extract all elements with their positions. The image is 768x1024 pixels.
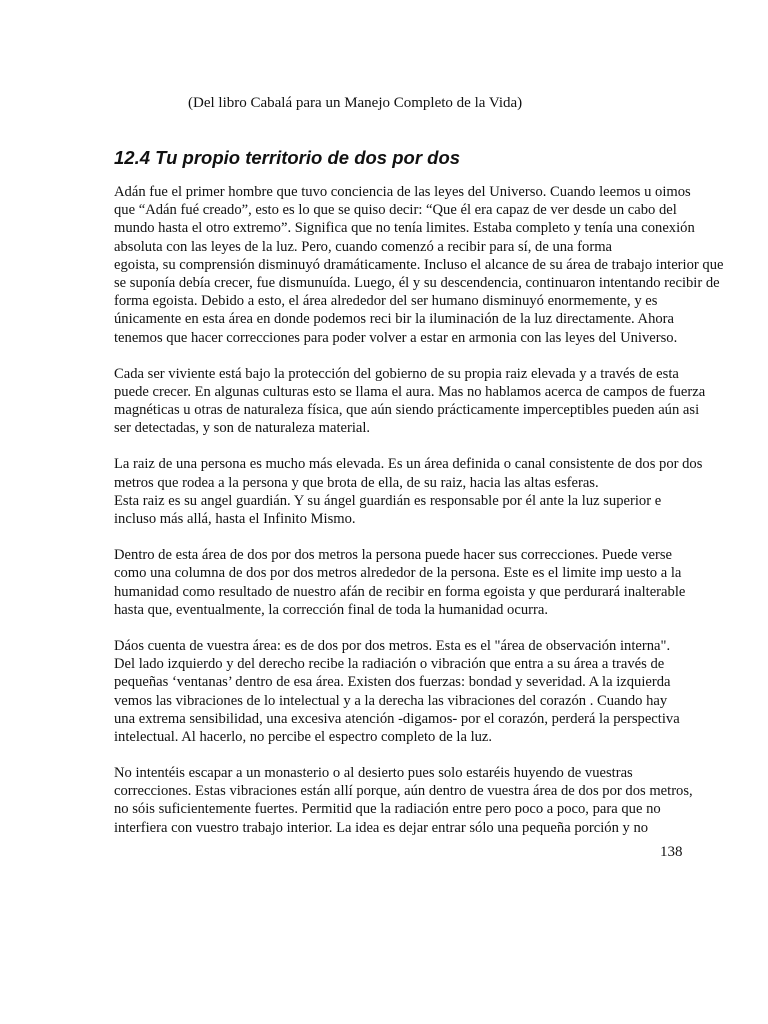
paragraph xyxy=(114,546,714,619)
text-line: interfiera con vuestro trabajo interior. La idea es dejar entrar sólo una pequeña porción y no xyxy=(114,819,649,836)
text-line: se suponía debía crecer, fue dismunuída. Luego, él y su descendencia, continuaron intentando recibir de xyxy=(114,274,720,291)
text-line: puede crecer. En algunas culturas esto se llama el aura. Mas no hablamos acerca de campos de fuerza xyxy=(114,383,706,400)
text-line: únicamente en esta área en donde podemos reci bir la iluminación de la luz directamente. Ahora xyxy=(114,311,675,328)
text-line: hasta que, eventualmente, la corrección final de toda la humanidad ocurra. xyxy=(114,601,548,618)
paragraph xyxy=(114,455,714,528)
text-line: humanidad como resultado de nuestro afán de recibir en forma egoista y que perdurará inalterable xyxy=(114,583,686,600)
text-line: absoluta con las leyes de la luz. Pero, cuando comenzó a recibir para sí, de una forma xyxy=(114,238,613,255)
text-line: una extrema sensibilidad, una excesiva atención -digamos- por el corazón, perderá la perspectiva xyxy=(114,710,680,727)
text-line: metros que rodea a la persona y que brota de ella, de su raiz, hacia las altas esferas. xyxy=(114,474,599,491)
text-line: ser detectadas, y son de naturaleza material. xyxy=(114,420,371,437)
text-line: intelectual. Al hacerlo, no percibe el espectro completo de la luz. xyxy=(114,728,493,745)
text-line: No intentéis escapar a un monasterio o al desierto pues solo estaréis huyendo de vuestras xyxy=(114,765,633,782)
text-line: magnéticas u otras de naturaleza física, que aún siendo prácticamente imperceptibles pueden aún asi xyxy=(114,402,700,419)
text-line: Cada ser viviente está bajo la protección del gobierno de su propia raiz elevada y a través de esta xyxy=(114,365,679,382)
text-line: Adán fue el primer hombre que tuvo conciencia de las leyes del Universo. Cuando leemos u oimos xyxy=(114,184,691,200)
page-number: 138 xyxy=(660,844,683,860)
text-line: que “Adán fué creado”, esto es lo que se quiso decir: “Que él era capaz de ver desde un cabo del xyxy=(114,202,677,219)
paragraph xyxy=(114,183,724,347)
text-line: correcciones. Estas vibraciones están allí porque, aún dentro de vuestra área de dos por dos metros, xyxy=(114,783,693,800)
paragraph xyxy=(114,764,714,837)
body-text xyxy=(114,183,724,855)
text-line: vemos las vibraciones de lo intelectual y a la derecha las vibraciones del corazón . Cuando hay xyxy=(114,692,668,709)
text-line: mundo hasta el otro extremo”. Significa que no tenía limites. Estaba completo y tenía una conexión xyxy=(114,220,695,237)
text-line: incluso más allá, hasta el Infinito Mismo. xyxy=(114,511,356,527)
text-line: Dentro de esta área de dos por dos metros la persona puede hacer sus correcciones. Puede verse xyxy=(114,547,672,564)
text-line: tenemos que hacer correcciones para poder volver a estar en armonia con las leyes del Universo. xyxy=(114,329,678,346)
section-heading: 12.4 Tu propio territorio de dos por dos xyxy=(114,147,461,168)
text-line: Esta raiz es su angel guardián. Y su ángel guardián es responsable por él ante la luz superior e xyxy=(114,492,662,509)
text-line: La raiz de una persona es mucho más elevada. Es un área definida o canal consistente de dos por dos xyxy=(114,456,703,473)
paragraph xyxy=(114,637,714,746)
text-line: Dáos cuenta de vuestra área: es de dos por dos metros. Esta es el "área de observación interna". xyxy=(114,637,671,654)
text-line: como una columna de dos por dos metros alrededor de la persona. Este es el limite imp uesto a la xyxy=(114,565,682,582)
text-line: Del lado izquierdo y del derecho recibe la radiación o vibración que entra a su área a través de xyxy=(114,656,665,673)
text-line: no sóis suficientemente fuertes. Permitid que la radiación entre pero poco a poco, para que no xyxy=(114,801,661,818)
text-line: forma egoista. Debido a esto, el área alrededor del ser humano disminuyó enormemente, y es xyxy=(114,293,658,310)
paragraph xyxy=(114,365,714,438)
text-line: pequeñas ‘ventanas’ dentro de esa área. Existen dos fuerzas: bondad y severidad. A la izquierda xyxy=(114,674,671,691)
source-citation: (Del libro Cabalá para un Manejo Completo de la Vida) xyxy=(188,95,523,111)
text-line: egoista, su comprensión disminuyó dramáticamente. Incluso el alcance de su área de trabajo interior que xyxy=(114,256,724,273)
